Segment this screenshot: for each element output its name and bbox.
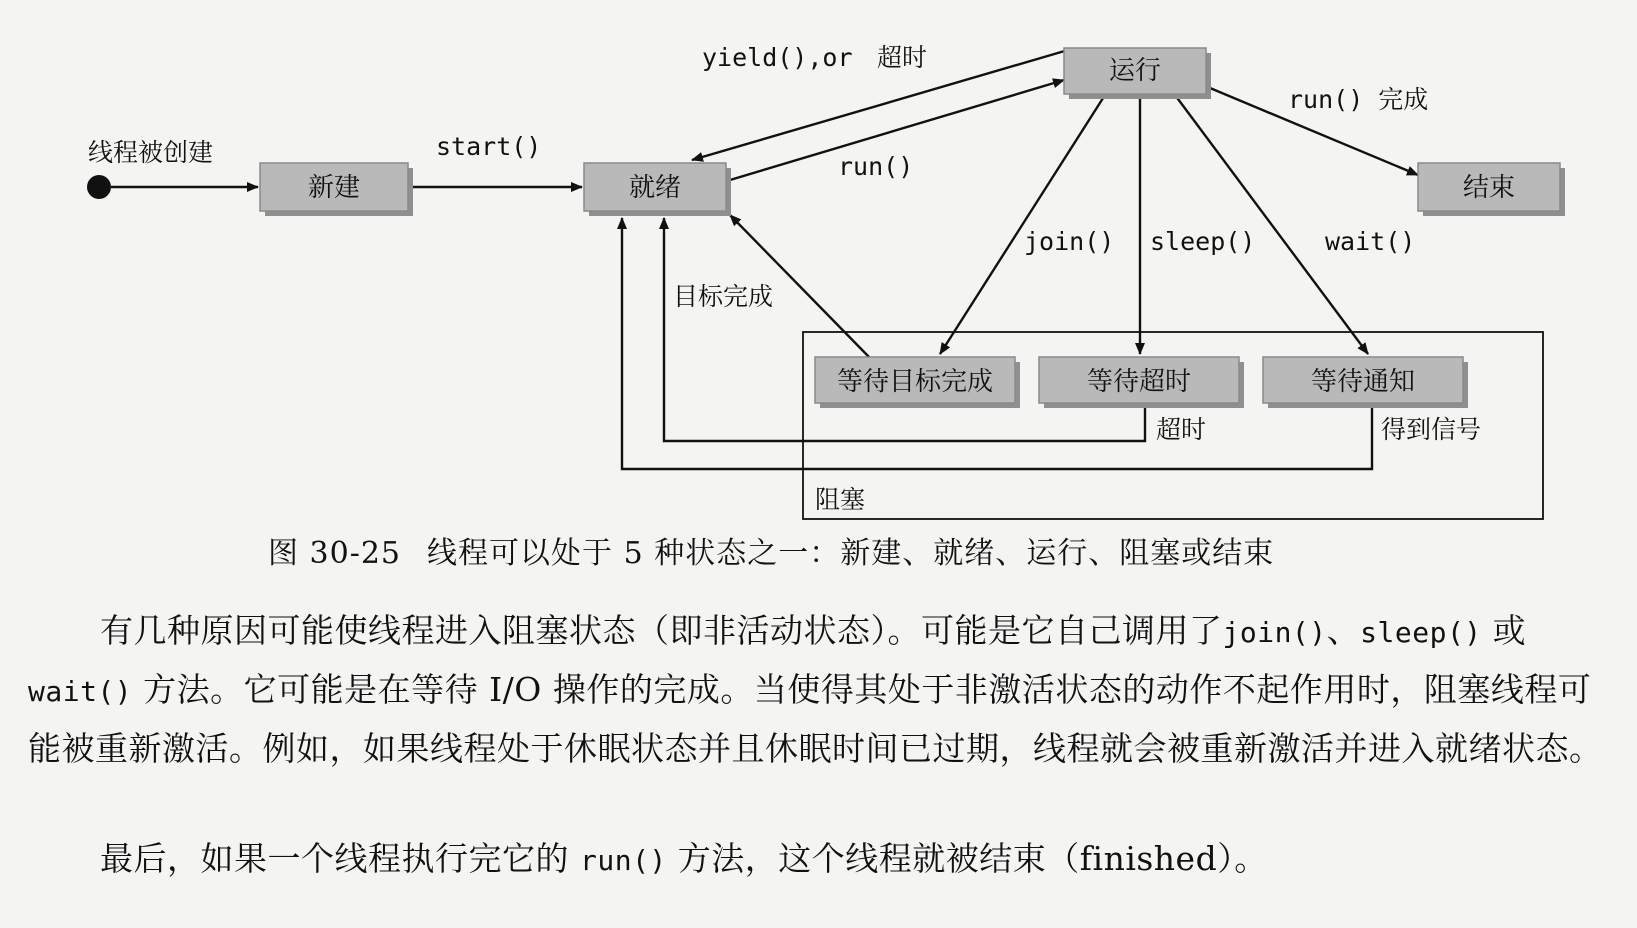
svg-text:运行: 运行 <box>1108 56 1162 86</box>
label-wait: wait() <box>1325 227 1416 256</box>
label-run-done: run() 完成 <box>1288 85 1429 114</box>
p2-run: run() <box>580 844 667 877</box>
paragraph-blocked-reasons <box>28 602 1618 777</box>
svg-text:等待通知: 等待通知 <box>1310 367 1416 397</box>
label-target-done: 目标完成 <box>673 282 774 311</box>
edge-wait <box>1175 95 1368 354</box>
label-sleep: sleep() <box>1150 227 1256 256</box>
state-running <box>1064 48 1211 99</box>
label-join: join() <box>1024 227 1115 256</box>
p1-text-c: 或 <box>1492 611 1527 650</box>
state-new <box>260 163 413 216</box>
label-start: start() <box>436 132 542 161</box>
p2-text-b: 方法，这个线程就被结束（finished）。 <box>677 839 1268 878</box>
label-run: run() <box>838 152 914 181</box>
edge-join <box>940 95 1105 354</box>
state-finished <box>1418 163 1565 216</box>
label-blocked: 阻塞 <box>815 485 866 514</box>
svg-text:等待目标完成: 等待目标完成 <box>836 367 994 397</box>
label-yield-timeout: 超时 <box>877 43 928 72</box>
label-timeout: 超时 <box>1156 415 1207 444</box>
label-created: 线程被创建 <box>88 138 214 167</box>
p1-text-a: 有几种原因可能使线程进入阻塞状态（即非活动状态）。可能是它自己调用了 <box>100 611 1223 650</box>
state-wait-notify <box>1263 357 1468 408</box>
state-wait-target <box>815 357 1020 408</box>
p1-text-d: 方法。它可能是在等待 I/O 操作的完成。当使得其处于非激活状态的动作不起作用时，阻塞线程可能被重新激活。例如，如果线程处于休眠状态并且休眠时间已过期，线程就会被重新激活并进入就绪状态。 <box>28 670 1603 768</box>
paragraph-finished <box>28 830 1618 889</box>
figure-caption-text: 线程可以处于 5 种状态之一：新建、就绪、运行、阻塞或结束 <box>427 536 1275 571</box>
figure-caption <box>268 528 1274 572</box>
figure-number: 图 30-25 <box>268 536 402 571</box>
p1-wait: wait() <box>28 675 133 708</box>
initial-state-dot <box>87 175 111 199</box>
state-ready <box>584 163 731 216</box>
p1-text-b: 、 <box>1326 611 1361 650</box>
svg-text:等待超时: 等待超时 <box>1086 367 1192 397</box>
p2-text-a: 最后，如果一个线程执行完它的 <box>100 839 569 878</box>
label-yield: yield(),or <box>702 43 853 72</box>
label-signal: 得到信号 <box>1381 415 1482 444</box>
edge-signal <box>622 218 1372 469</box>
p1-sleep: sleep() <box>1360 616 1482 649</box>
svg-text:新建: 新建 <box>307 173 361 203</box>
svg-text:结束: 结束 <box>1462 173 1516 203</box>
state-wait-timeout <box>1039 357 1244 408</box>
svg-text:就绪: 就绪 <box>628 173 682 203</box>
p1-join: join() <box>1222 616 1327 649</box>
